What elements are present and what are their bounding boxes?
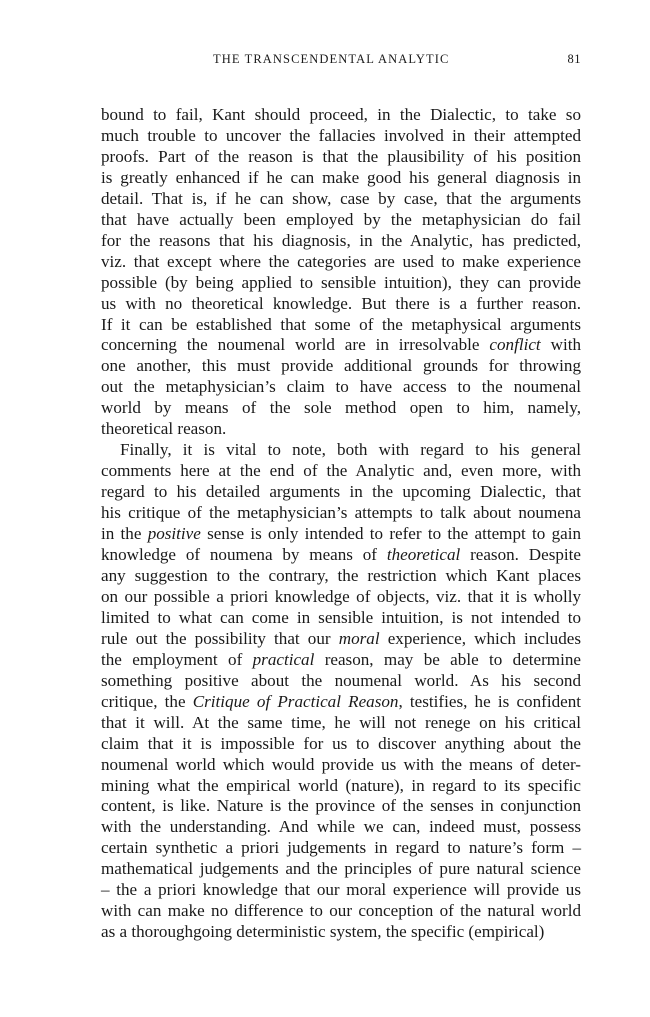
text-line: Finally, it is vital to note, both with regard to his general <box>120 440 581 460</box>
text-line: world by means of the sole method open to him, namely, <box>101 398 581 418</box>
text-line: regard to his detailed arguments in the upcoming Dialectic, that <box>101 482 581 502</box>
text-segment: sense is only intended to refer to the attempt to gain <box>200 524 581 544</box>
text-line: content, is like. Nature is the province of the senses in conjunction <box>101 796 581 816</box>
italic-phrase: theoretical <box>386 545 461 565</box>
text-line <box>101 545 581 566</box>
text-line: mining what the empirical world (nature), in regard to its specific <box>101 775 581 795</box>
text-line: us with no theoretical knowledge. But there is a further reason. <box>101 293 581 313</box>
text-segment: knowledge of noumena by means of <box>101 545 387 565</box>
text-line: viz. that except where the categories are used to make experience <box>101 251 581 271</box>
paragraph <box>101 105 581 440</box>
text-line: his critique of the metaphysician’s attempts to talk about noumena <box>101 503 581 523</box>
body-text <box>101 105 581 943</box>
text-line: comments here at the end of the Analytic and, even more, with <box>101 461 581 481</box>
text-line: – the a priori knowledge that our moral experience will provide us <box>101 880 581 900</box>
paragraph <box>101 440 581 943</box>
text-segment: rule out the possibility that our <box>101 628 339 648</box>
italic-phrase: Critique of Practical Reason <box>192 691 399 711</box>
text-line: one another, this must provide additional grounds for throwing <box>101 356 581 376</box>
text-line <box>101 692 581 713</box>
text-line: for the reasons that his diagnosis, in the Analytic, has predicted, <box>101 230 581 250</box>
book-page <box>101 52 581 943</box>
text-line: is greatly enhanced if he can make good his general diagnosis in <box>101 167 581 187</box>
text-line <box>101 629 581 650</box>
text-line: theoretical reason. <box>101 419 227 439</box>
text-line: something positive about the noumenal world. As his second <box>101 670 581 690</box>
text-line: limited to what can come in sensible intuition, is not intended to <box>101 607 581 627</box>
text-line: possible (by being applied to sensible intuition), they can provide <box>101 272 581 292</box>
text-line: that it will. At the same time, he will not renege on his critical <box>101 712 581 732</box>
text-segment: in the <box>101 524 148 544</box>
page-number: 81 <box>567 52 581 66</box>
italic-phrase: conflict <box>489 335 541 355</box>
text-line: mathematical judgements and the principles of pure natural science <box>101 859 581 879</box>
text-line: that have actually been employed by the metaphysician do fail <box>101 209 581 229</box>
text-line: detail. That is, if he can show, case by case, that the arguments <box>101 188 581 208</box>
text-line: with the understanding. And while we can, indeed must, possess <box>101 817 581 837</box>
running-title: THE TRANSCENDENTAL ANALYTIC <box>213 52 450 66</box>
text-line: any suggestion to the contrary, the restriction which Kant places <box>101 565 581 585</box>
text-segment: experience, which includes <box>379 628 581 648</box>
text-line: with can make no difference to our conception of the natural world <box>101 901 581 921</box>
text-segment: the employment of <box>101 649 253 669</box>
text-line <box>101 524 581 545</box>
italic-phrase: practical <box>252 649 315 669</box>
text-line: out the metaphysician’s claim to have access to the noumenal <box>101 377 581 397</box>
text-line: on our possible a priori knowledge of objects, viz. that it is wholly <box>101 586 581 606</box>
text-line: much trouble to uncover the fallacies involved in their attempted <box>101 125 581 145</box>
text-line: proofs. Part of the reason is that the plausibility of his position <box>101 146 581 166</box>
text-segment: with <box>540 335 581 355</box>
text-line: certain synthetic a priori judgements in regard to nature’s form – <box>101 838 581 858</box>
text-line <box>101 335 581 356</box>
text-segment: critique, the <box>101 691 193 711</box>
text-line: bound to fail, Kant should proceed, in the Dialectic, to take so <box>101 105 581 124</box>
italic-phrase: moral <box>338 628 380 648</box>
text-segment: reason, may be able to determine <box>314 649 581 669</box>
text-line: as a thoroughgoing deterministic system, the specific (empirical) <box>101 922 545 942</box>
running-head <box>101 52 581 72</box>
text-line: noumenal world which would provide us with the means of deter- <box>101 754 581 774</box>
text-segment: , testifies, he is confident <box>398 691 581 711</box>
text-line: If it can be established that some of the metaphysical arguments <box>101 314 581 334</box>
text-segment: reason. Despite <box>460 545 581 565</box>
text-line <box>101 650 581 671</box>
italic-phrase: positive <box>147 524 201 544</box>
text-segment: concerning the noumenal world are in irresolvable <box>101 335 490 355</box>
text-line: claim that it is impossible for us to discover anything about the <box>101 733 581 753</box>
